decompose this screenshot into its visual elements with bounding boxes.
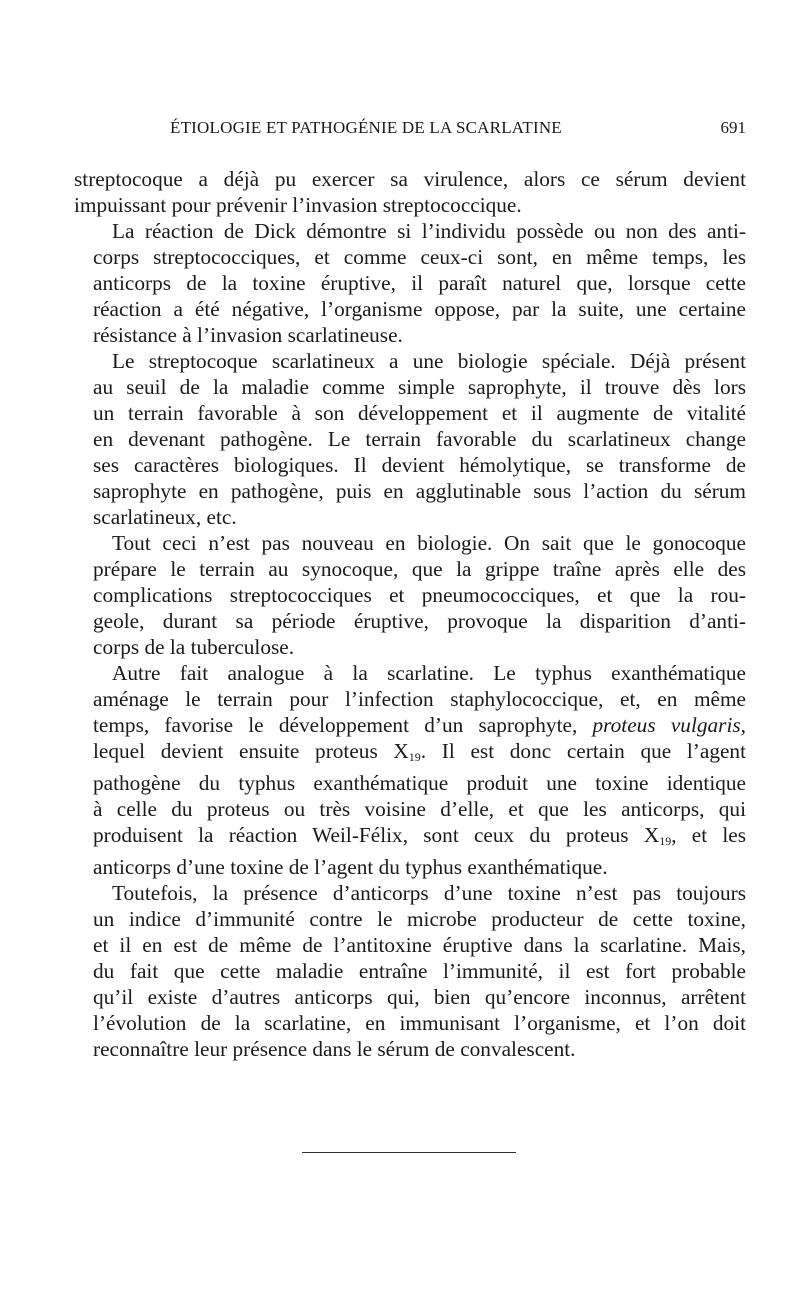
text-line: saprophyte en pathogène, puis en agglutinable sous l’action du sérum (93, 479, 746, 503)
text-line: du fait que cette maladie entraîne l’immunité, il est fort probable (93, 959, 746, 983)
paragraph (74, 218, 746, 348)
text-line: geole, durant sa période éruptive, provoque la disparition d’anti- (93, 609, 746, 633)
end-rule (302, 1152, 516, 1153)
text-line: résistance à l’invasion scarlatineuse. (93, 323, 403, 347)
text-line (74, 686, 746, 712)
paragraph (74, 660, 746, 880)
text-line: impuissant pour prévenir l’invasion streptococcique. (74, 193, 522, 217)
running-title: ÉTIOLOGIE ET PATHOGÉNIE DE LA SCARLATINE (170, 118, 562, 137)
running-head (74, 118, 746, 146)
text-run: produisent la réaction Weil-Félix, sont ceux du proteus X (93, 823, 660, 847)
italic-term: proteus vulgaris, (592, 713, 746, 737)
text-line (74, 822, 746, 854)
text-line (74, 796, 746, 822)
text-run: pathogène du typhus exanthématique produit une toxine identique (93, 771, 746, 795)
text-line: complications streptococciques et pneumococciques, et que la rou- (93, 583, 746, 607)
text-line (74, 770, 746, 796)
text-line (74, 660, 746, 686)
text-line: ses caractères biologiques. Il devient hémolytique, se transforme de (93, 453, 746, 477)
text-run: , et les (671, 823, 746, 847)
text-line: un terrain favorable à son développement et il augmente de vitalité (93, 401, 746, 425)
paragraph (74, 530, 746, 660)
subscript: 19 (408, 750, 421, 764)
page-number: 691 (720, 118, 746, 137)
subscript: 19 (659, 834, 672, 848)
paragraph (74, 880, 746, 1062)
text-line: corps de la tuberculose. (93, 635, 295, 659)
text-line: anticorps de la toxine éruptive, il paraît naturel que, lorsque cette (93, 271, 746, 295)
text-line: La réaction de Dick démontre si l’individu possède ou non des anti- (112, 219, 746, 243)
text-line (74, 738, 746, 770)
text-line: streptocoque a déjà pu exercer sa virulence, alors ce sérum devient (74, 167, 746, 191)
text-line: corps streptococciques, et comme ceux-ci sont, en même temps, les (93, 245, 746, 269)
paragraph (74, 166, 746, 218)
paragraph (74, 348, 746, 530)
text-line: Tout ceci n’est pas nouveau en biologie. On sait que le gonocoque (112, 531, 746, 555)
text-line: au seuil de la maladie comme simple saprophyte, il trouve dès lors (93, 375, 746, 399)
text-line: Le streptocoque scarlatineux a une biologie spéciale. Déjà présent (112, 349, 746, 373)
text-line: un indice d’immunité contre le microbe producteur de cette toxine, (93, 907, 746, 931)
text-line: scarlatineux, etc. (93, 505, 237, 529)
text-line: prépare le terrain au synocoque, que la grippe traîne après elle des (93, 557, 746, 581)
text-run: lequel devient ensuite proteus X (93, 739, 409, 763)
text-run: temps, favorise le développement d’un saprophyte, (93, 713, 593, 737)
text-run: aménage le terrain pour l’infection staphylococcique, et, en même (93, 687, 746, 711)
text-run: Autre fait analogue à la scarlatine. Le typhus exanthématique (112, 661, 746, 685)
text-run: . Il est donc certain que l’agent (420, 739, 746, 763)
text-run: anticorps d’une toxine de l’agent du typhus exanthématique. (93, 855, 608, 879)
text-line: l’évolution de la scarlatine, en immunisant l’organisme, et l’on doit (93, 1011, 746, 1035)
text-run: à celle du proteus ou très voisine d’elle, et que les anticorps, qui (93, 797, 746, 821)
text-line: et il en est de même de l’antitoxine éruptive dans la scarlatine. Mais, (93, 933, 746, 957)
text-line: reconnaître leur présence dans le sérum de convalescent. (93, 1037, 576, 1061)
text-line (74, 712, 746, 738)
text-line: réaction a été négative, l’organisme oppose, par la suite, une certaine (93, 297, 746, 321)
text-line: Toutefois, la présence d’anticorps d’une toxine n’est pas toujours (112, 881, 746, 905)
body-text (74, 166, 746, 1062)
text-line: qu’il existe d’autres anticorps qui, bien qu’encore inconnus, arrêtent (93, 985, 746, 1009)
text-line: en devenant pathogène. Le terrain favorable du scarlatineux change (93, 427, 746, 451)
text-line (74, 854, 746, 880)
